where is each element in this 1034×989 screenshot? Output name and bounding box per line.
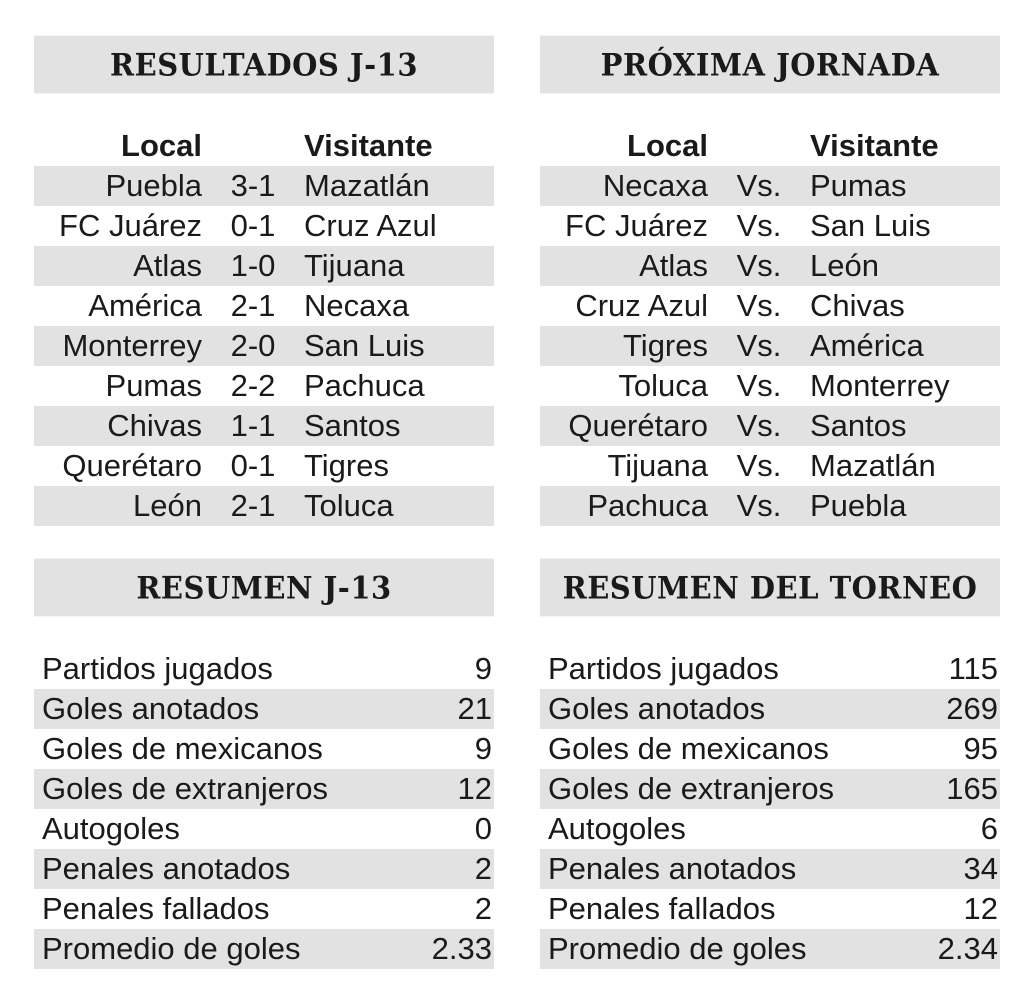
home-team: FC Juárez bbox=[565, 208, 708, 243]
table-row bbox=[540, 286, 1000, 326]
away-team: Santos bbox=[304, 408, 401, 443]
list-item bbox=[34, 729, 494, 769]
table-row bbox=[34, 206, 494, 246]
stat-value: 0 bbox=[474, 811, 492, 846]
home-team: Puebla bbox=[105, 168, 202, 203]
table-row bbox=[540, 246, 1000, 286]
home-team: Pumas bbox=[105, 368, 202, 403]
home-team: Tijuana bbox=[607, 448, 708, 483]
versus: Vs. bbox=[736, 328, 782, 363]
away-team: Chivas bbox=[810, 288, 905, 323]
resumen-jornada-list bbox=[34, 649, 494, 969]
home-team: Pachuca bbox=[587, 488, 708, 523]
header-visitante: Visitante bbox=[304, 128, 433, 163]
table-row bbox=[540, 486, 1000, 526]
stat-value: 21 bbox=[457, 691, 492, 726]
home-team: Monterrey bbox=[62, 328, 202, 363]
stat-value: 9 bbox=[474, 651, 492, 686]
list-item bbox=[34, 769, 494, 809]
list-item bbox=[34, 929, 494, 969]
table-row bbox=[34, 446, 494, 486]
away-team: Mazatlán bbox=[304, 168, 430, 203]
proxima-table bbox=[540, 126, 1000, 526]
away-team: Necaxa bbox=[304, 288, 410, 323]
versus: Vs. bbox=[736, 168, 782, 203]
score: 1-0 bbox=[230, 248, 276, 283]
list-item bbox=[34, 889, 494, 929]
table-row bbox=[34, 486, 494, 526]
resultados-title: RESULTADOS J-13 bbox=[34, 36, 494, 94]
proxima-panel bbox=[540, 37, 1000, 526]
table-row bbox=[540, 406, 1000, 446]
table-row bbox=[34, 406, 494, 446]
away-team: Monterrey bbox=[810, 368, 950, 403]
stat-value: 269 bbox=[946, 691, 998, 726]
resultados-table bbox=[34, 126, 494, 526]
resultados-header bbox=[34, 126, 494, 166]
table-row bbox=[34, 246, 494, 286]
list-item bbox=[34, 849, 494, 889]
away-team: América bbox=[810, 328, 924, 363]
stat-label: Goles de mexicanos bbox=[548, 731, 829, 766]
home-team: Atlas bbox=[133, 248, 202, 283]
stat-label: Promedio de goles bbox=[548, 931, 807, 966]
home-team: Atlas bbox=[639, 248, 708, 283]
home-team: Toluca bbox=[618, 368, 708, 403]
home-team: Tigres bbox=[623, 328, 708, 363]
versus: Vs. bbox=[736, 288, 782, 323]
stat-value: 9 bbox=[474, 731, 492, 766]
score: 2-2 bbox=[230, 368, 276, 403]
list-item bbox=[540, 809, 1000, 849]
table-row bbox=[34, 166, 494, 206]
stat-value: 2.33 bbox=[431, 931, 492, 966]
away-team: Pachuca bbox=[304, 368, 425, 403]
home-team: América bbox=[88, 288, 202, 323]
table-row bbox=[34, 286, 494, 326]
stat-label: Goles de extranjeros bbox=[548, 771, 835, 806]
score: 2-1 bbox=[230, 488, 276, 523]
stat-value: 2 bbox=[474, 851, 492, 886]
table-row bbox=[540, 366, 1000, 406]
resumen-jornada-title: RESUMEN J-13 bbox=[34, 559, 494, 617]
score: 2-0 bbox=[230, 328, 276, 363]
list-item bbox=[540, 769, 1000, 809]
resultados-panel bbox=[34, 37, 494, 526]
away-team: Tijuana bbox=[304, 248, 405, 283]
versus: Vs. bbox=[736, 248, 782, 283]
away-team: Mazatlán bbox=[810, 448, 936, 483]
score: 1-1 bbox=[230, 408, 276, 443]
home-team: Querétaro bbox=[62, 448, 202, 483]
list-item bbox=[34, 809, 494, 849]
list-item bbox=[540, 889, 1000, 929]
list-item bbox=[540, 649, 1000, 689]
resumen-torneo-list bbox=[540, 649, 1000, 969]
stat-value: 165 bbox=[946, 771, 998, 806]
table-row bbox=[540, 166, 1000, 206]
list-item bbox=[540, 729, 1000, 769]
stat-label: Autogoles bbox=[42, 811, 180, 846]
stat-value: 115 bbox=[948, 651, 998, 686]
stat-label: Partidos jugados bbox=[42, 651, 273, 686]
score: 2-1 bbox=[230, 288, 276, 323]
versus: Vs. bbox=[736, 448, 782, 483]
away-team: Toluca bbox=[304, 488, 394, 523]
stat-value: 95 bbox=[963, 731, 998, 766]
stat-label: Goles de extranjeros bbox=[42, 771, 329, 806]
score: 3-1 bbox=[230, 168, 276, 203]
away-team: Tigres bbox=[304, 448, 389, 483]
stat-label: Penales fallados bbox=[548, 891, 776, 926]
stat-label: Autogoles bbox=[548, 811, 686, 846]
home-team: Chivas bbox=[107, 408, 202, 443]
stat-value: 2.34 bbox=[937, 931, 998, 966]
stat-label: Partidos jugados bbox=[548, 651, 779, 686]
versus: Vs. bbox=[736, 408, 782, 443]
proxima-title: PRÓXIMA JORNADA bbox=[540, 36, 1000, 94]
home-team: León bbox=[133, 488, 202, 523]
stat-value: 2 bbox=[474, 891, 492, 926]
header-visitante: Visitante bbox=[810, 128, 939, 163]
versus: Vs. bbox=[736, 368, 782, 403]
stat-label: Goles anotados bbox=[42, 691, 260, 726]
stat-value: 6 bbox=[980, 811, 998, 846]
versus: Vs. bbox=[736, 488, 782, 523]
table-row bbox=[34, 366, 494, 406]
versus: Vs. bbox=[736, 208, 782, 243]
header-local: Local bbox=[121, 128, 202, 163]
home-team: Cruz Azul bbox=[575, 288, 708, 323]
table-row bbox=[540, 446, 1000, 486]
home-team: FC Juárez bbox=[59, 208, 202, 243]
list-item bbox=[540, 849, 1000, 889]
resumen-torneo-panel bbox=[540, 560, 1000, 969]
home-team: Necaxa bbox=[602, 168, 708, 203]
stat-value: 12 bbox=[963, 891, 998, 926]
proxima-header bbox=[540, 126, 1000, 166]
list-item bbox=[540, 689, 1000, 729]
table-row bbox=[540, 326, 1000, 366]
away-team: Puebla bbox=[810, 488, 907, 523]
score: 0-1 bbox=[230, 208, 276, 243]
away-team: San Luis bbox=[304, 328, 425, 363]
table-row bbox=[34, 326, 494, 366]
stat-label: Goles de mexicanos bbox=[42, 731, 323, 766]
list-item bbox=[34, 649, 494, 689]
home-team: Querétaro bbox=[568, 408, 708, 443]
away-team: San Luis bbox=[810, 208, 931, 243]
stat-label: Penales anotados bbox=[42, 851, 291, 886]
stat-label: Penales anotados bbox=[548, 851, 797, 886]
resumen-jornada-panel bbox=[34, 560, 494, 969]
stat-value: 12 bbox=[457, 771, 492, 806]
away-team: Santos bbox=[810, 408, 907, 443]
away-team: Cruz Azul bbox=[304, 208, 437, 243]
stat-value: 34 bbox=[963, 851, 998, 886]
table-row bbox=[540, 206, 1000, 246]
list-item bbox=[540, 929, 1000, 969]
away-team: Pumas bbox=[810, 168, 907, 203]
resumen-torneo-title: RESUMEN DEL TORNEO bbox=[540, 559, 1000, 617]
stat-label: Goles anotados bbox=[548, 691, 766, 726]
header-local: Local bbox=[627, 128, 708, 163]
stat-label: Penales fallados bbox=[42, 891, 270, 926]
away-team: León bbox=[810, 248, 879, 283]
list-item bbox=[34, 689, 494, 729]
score: 0-1 bbox=[230, 448, 276, 483]
stat-label: Promedio de goles bbox=[42, 931, 301, 966]
